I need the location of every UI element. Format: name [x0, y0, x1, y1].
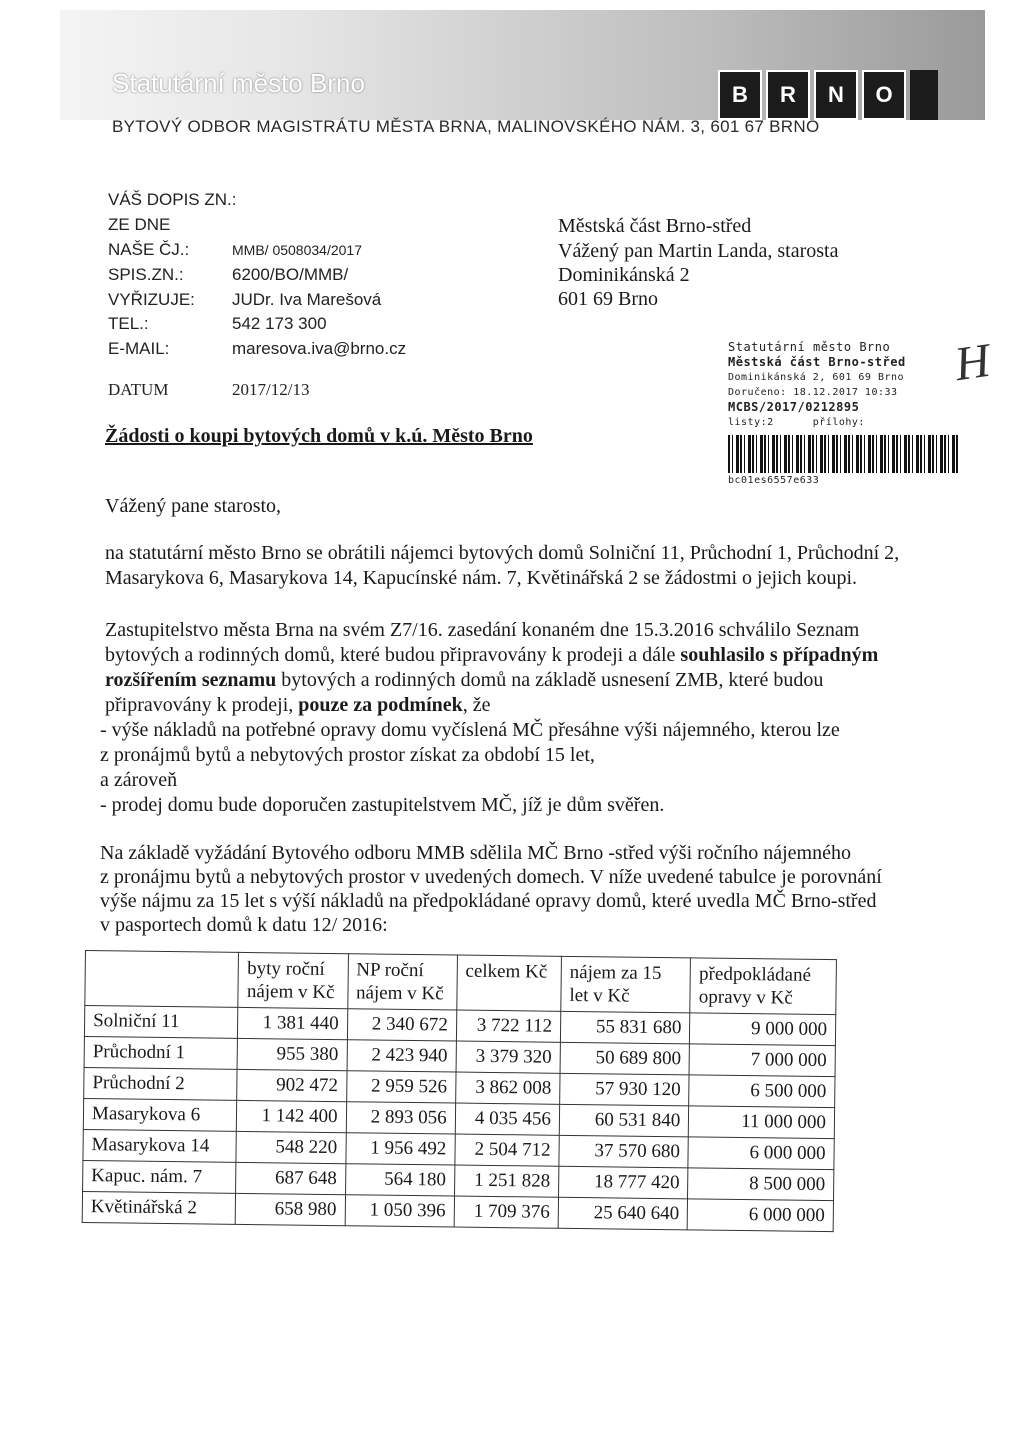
rent-comparison-table: [82, 950, 837, 1232]
table-cell: Květinářská 2: [82, 1191, 236, 1224]
table-cell: 687 648: [236, 1162, 346, 1194]
logo-tail: [910, 70, 938, 120]
para2-text: bytových a rodinných domů, které budou připravovány k prodeji a dále: [105, 644, 681, 666]
para2-line: Zastupitelstvo města Brna na svém Z7/16. zasedání konaném dne 15.3.2016 schválilo Seznam: [105, 619, 860, 641]
table-cell: 2 959 526: [346, 1071, 456, 1103]
logo-letter: R: [766, 70, 810, 120]
meta-label-nase-cj: NAŠE ČJ.:: [108, 240, 190, 259]
table-cell: Masarykova 14: [83, 1129, 237, 1162]
para2-line: - prodej domu bude doporučen zastupitelstvem MČ, jíž je dům svěřen.: [100, 794, 665, 816]
meta-label-email: E-MAIL:: [108, 339, 170, 358]
table-cell: 6 500 000: [689, 1075, 835, 1108]
table-cell: 7 000 000: [689, 1044, 835, 1077]
table-cell: 658 980: [236, 1193, 346, 1225]
table-cell: 37 570 680: [559, 1135, 689, 1168]
table-cell: 1 142 400: [237, 1100, 347, 1132]
table-cell: 60 531 840: [559, 1104, 689, 1137]
received-stamp: [728, 340, 958, 488]
stamp-line: Dominikánská 2, 601 69 Brno: [728, 372, 905, 383]
table-cell: 50 689 800: [560, 1042, 690, 1075]
meta-value-datum: 2017/12/13: [232, 380, 310, 399]
department-address: BYTOVÝ ODBOR MAGISTRÁTU MĚSTA BRNA, MALINOVSKÉHO NÁM. 3, 601 67 BRNO: [112, 117, 820, 136]
meta-label-datum: DATUM: [108, 380, 169, 399]
table-cell: Kapuc. nám. 7: [83, 1160, 237, 1193]
recipient-line-2: Vážený pan Martin Landa, starosta: [558, 240, 839, 262]
logo-letter: B: [718, 70, 762, 120]
table-cell: 2 504 712: [455, 1134, 560, 1166]
table-cell: 8 500 000: [688, 1168, 834, 1201]
table-header: NP roční nájem v Kč: [347, 954, 457, 1010]
table-header: byty roční nájem v Kč: [238, 952, 348, 1008]
table-cell: 548 220: [236, 1131, 346, 1163]
meta-label-ze-dne: ZE DNE: [108, 215, 171, 234]
table-cell: Průchodní 2: [84, 1067, 238, 1100]
para1-line: Masarykova 6, Masarykova 14, Kapucínské nám. 7, Květinářská 2 se žádostmi o jejich koupi.: [105, 567, 858, 589]
table-header: [85, 951, 239, 1008]
table-cell: 4 035 456: [455, 1103, 560, 1135]
greeting: Vážený pane starosto,: [105, 495, 282, 517]
table-header: celkem Kč: [456, 955, 561, 1011]
subject-line: Žádosti o koupi bytových domů v k.ú. Město Brno: [105, 425, 533, 447]
para1-line: na statutární město Brno se obrátili nájemci bytových domů Solniční 11, Průchodní 1, Průchodní 2,: [105, 542, 900, 564]
para3-line: Na základě vyžádání Bytového odboru MMB sdělila MČ Brno -střed výši ročního nájemného: [100, 842, 851, 864]
table-cell: Masarykova 6: [83, 1098, 237, 1131]
meta-label-spis-zn: SPIS.ZN.:: [108, 265, 184, 284]
table-header: nájem za 15 let v Kč: [561, 956, 691, 1013]
table-header: předpokládané opravy v Kč: [690, 958, 836, 1015]
recipient-line-3: Dominikánská 2: [558, 264, 690, 286]
para2-line: [105, 669, 823, 692]
table-cell: 564 180: [345, 1164, 455, 1196]
table-cell: 25 640 640: [558, 1197, 688, 1230]
para2-line: [105, 694, 491, 717]
meta-value-email: maresova.iva@brno.cz: [232, 339, 407, 358]
meta-value-tel: 542 173 300: [232, 314, 327, 333]
table-cell: 2 893 056: [346, 1102, 456, 1134]
table-cell: 955 380: [237, 1038, 347, 1070]
para2-line: - výše nákladů na potřebné opravy domu vyčíslená MČ přesáhne výši nájemného, kterou lze: [100, 719, 840, 741]
table-cell: 1 050 396: [345, 1195, 455, 1227]
para3-line: z pronájmu bytů a nebytových prostor v uvedených domech. V níže uvedené tabulce je porovnání: [100, 866, 882, 888]
para2-text: bytových a rodinných domů na základě usnesení ZMB, které budou: [276, 669, 824, 691]
stamp-line: Statutární město Brno: [728, 340, 891, 354]
para2-line: z pronájmů bytů a nebytových prostor získat za období 15 let,: [100, 744, 595, 766]
meta-value-spis-zn: 6200/BO/MMB/: [232, 265, 349, 284]
table-cell: 6 000 000: [688, 1199, 834, 1232]
table-cell: 1 251 828: [454, 1165, 559, 1197]
table-cell: 9 000 000: [690, 1013, 836, 1046]
stamp-line: Doručeno: 18.12.2017 10:33: [728, 387, 898, 398]
para3-line: výše nájmu za 15 let s výší nákladů na předpokládané opravy domů, které uvedla MČ Brno-střed: [100, 890, 877, 912]
table-cell: 1 956 492: [345, 1133, 455, 1165]
meta-label-vas-dopis: VÁŠ DOPIS ZN.:: [108, 190, 237, 209]
banner-title: Statutární město Brno: [112, 68, 365, 98]
logo-letter: N: [814, 70, 858, 120]
table-cell: 57 930 120: [560, 1073, 690, 1106]
para2-bold: pouze za podmínek: [298, 694, 463, 716]
meta-value-nase-cj: MMB/ 0508034/2017: [232, 242, 362, 258]
table-cell: 55 831 680: [560, 1011, 690, 1044]
table-cell: 1 381 440: [238, 1007, 348, 1039]
barcode-text: bc01es6557e633: [728, 475, 820, 486]
handwritten-initial: H: [951, 333, 994, 392]
table-cell: 2 340 672: [347, 1009, 457, 1041]
table-cell: Solniční 11: [84, 1006, 238, 1039]
table-cell: Průchodní 1: [84, 1036, 238, 1069]
para2-bold: rozšířením seznamu: [105, 669, 277, 691]
para2-bold: souhlasilo s případným: [680, 644, 879, 666]
table-cell: 1 709 376: [454, 1196, 559, 1228]
table-cell: 3 379 320: [456, 1041, 561, 1073]
stamp-line: MCBS/2017/0212895: [728, 400, 860, 414]
meta-value-vyrizuje: JUDr. Iva Marešová: [232, 290, 382, 309]
table-cell: 11 000 000: [689, 1106, 835, 1139]
table-cell: 3 862 008: [455, 1072, 560, 1104]
para2-line: [105, 644, 878, 667]
meta-label-vyrizuje: VYŘIZUJE:: [108, 290, 195, 309]
brno-logo: [718, 70, 938, 120]
stamp-line: Městská část Brno-střed: [728, 355, 906, 369]
table-header-row: [85, 951, 837, 1015]
table-cell: 902 472: [237, 1069, 347, 1101]
para2-line: a zároveň: [100, 769, 178, 791]
recipient-line-1: Městská část Brno-střed: [558, 215, 752, 237]
para2-text: připravovány k prodeji,: [105, 694, 299, 716]
logo-letter: O: [862, 70, 906, 120]
para2-text: , že: [462, 694, 491, 716]
table-cell: 2 423 940: [347, 1040, 457, 1072]
para3-line: v pasportech domů k datu 12/ 2016:: [100, 914, 388, 936]
table-cell: 18 777 420: [558, 1166, 688, 1199]
table-cell: 3 722 112: [456, 1010, 561, 1042]
recipient-line-4: 601 69 Brno: [558, 288, 658, 310]
table-cell: 6 000 000: [688, 1137, 834, 1170]
stamp-line: listy:2 přílohy:: [728, 417, 865, 428]
meta-label-tel: TEL.:: [108, 314, 149, 333]
barcode: [728, 435, 958, 473]
